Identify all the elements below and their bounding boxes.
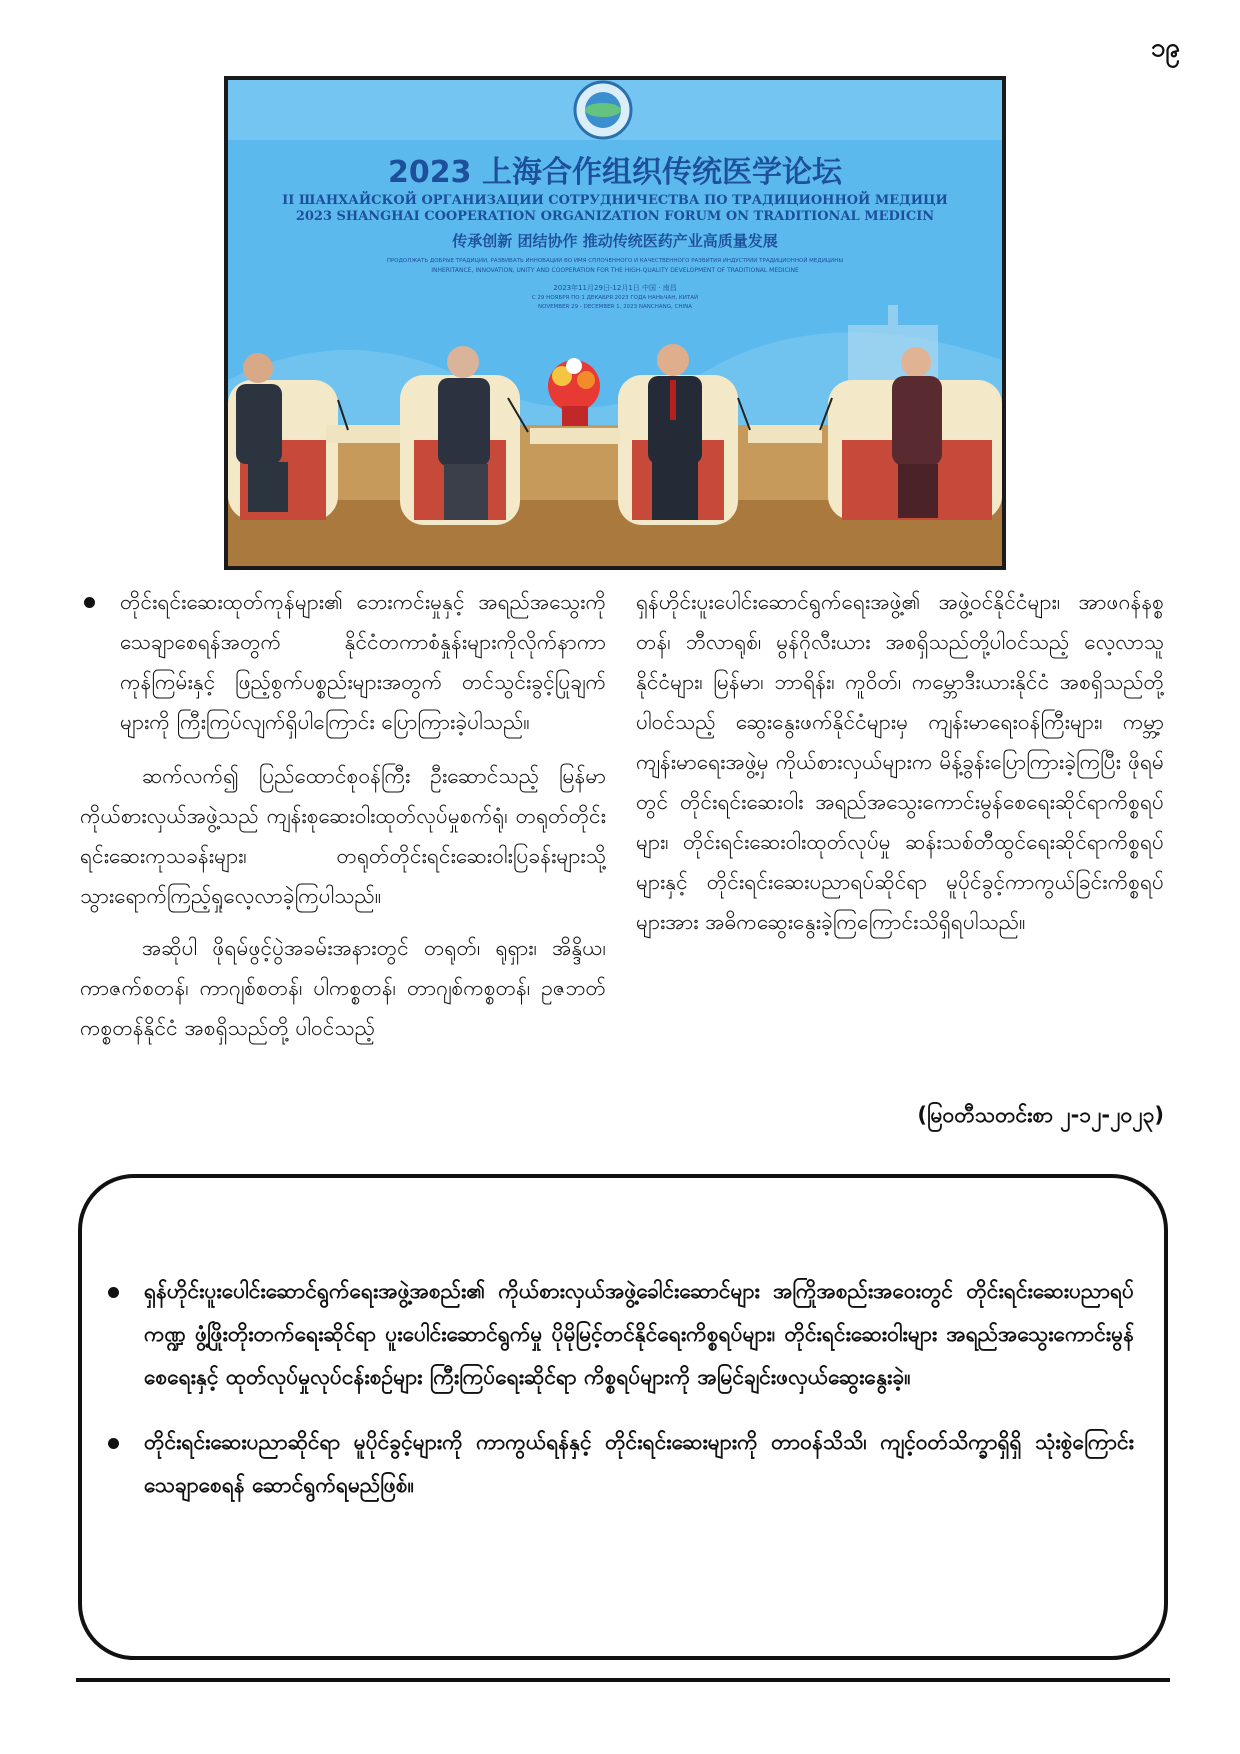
bullet-icon bbox=[84, 597, 95, 608]
right-column bbox=[636, 582, 1164, 954]
banner-subtitle-en: 2023 SHANGHAI COOPERATION ORGANIZATION FORUM ON TRADITIONAL MEDICIN bbox=[295, 209, 935, 224]
forum-photo bbox=[224, 76, 1006, 570]
banner-subtitle-ru: II ШАНХАЙСКОЙ ОРГАНИЗАЦИИ СОТРУДНИЧЕСТВА ПО ТРАДИЦИОННОЙ МЕДИЦИ bbox=[282, 193, 948, 208]
paragraph: ရှန်ဟိုင်းပူးပေါင်းဆောင်ရွက်ရေးအဖွဲ့၏ အဖွဲ့ဝင်နိုင်ငံများ၊ အာဖဂန်နစ္စတန်၊ ဘီလာရုစ်၊ မွန်ဂိုလီးယား အစရှိသည်တို့ပါဝင်သည့် လေ့လာသူနိုင်ငံများ၊ မြန်မာ၊ ဘာရိန်း၊ ကူဝိတ်၊ ကမ္ဘောဒီးယားနိုင်ငံ အစရှိသည်တို့ပါဝင်သည့် ဆွေးနွေးဖက်နိုင်ငံများမှ ကျန်းမာရေးဝန်ကြီးများ၊ ကမ္ဘာ့ကျန်းမာရေးအဖွဲ့မှ ကိုယ်စားလှယ်များက မိန့်ခွန်းပြောကြားခဲ့ကြပြီး ဖိုရမ်တွင် တိုင်းရင်းဆေးဝါး အရည်အသွေးကောင်းမွန်စေရေးဆိုင်ရာကိစ္စရပ်များ၊ တိုင်းရင်းဆေးဝါးထုတ်လုပ်မှု ဆန်းသစ်တီထွင်ရေးဆိုင်ရာကိစ္စရပ်များနှင့် တိုင်းရင်းဆေးပညာရပ်ဆိုင်ရာ မူပိုင်ခွင့်ကာကွယ်ခြင်းကိစ္စရပ်များအား အဓိကဆွေးနွေးခဲ့ကြကြောင်းသိရှိရပါသည်။ bbox=[636, 590, 1164, 934]
source-citation: (မြဝတီသတင်းစာ ၂-၁၂-၂၀၂၃) bbox=[917, 1103, 1164, 1127]
bottom-divider bbox=[76, 1678, 1170, 1682]
left-column bbox=[80, 582, 606, 1060]
forum-photo-illustration bbox=[228, 80, 1002, 566]
banner-small-ru: ПРОДОЛЖАТЬ ДОБРЫЕ ТРАДИЦИИ, РАЗВИВАТЬ ИННОВАЦИИ ВО ИМЯ СПЛОЧЕННОГО И КАЧЕСТВЕННОГО РАЗВИТИЯ ИНДУСТРИИ ТРАДИЦИОННОЙ МЕДИЦИНЫ bbox=[386, 258, 844, 264]
bullet-icon bbox=[108, 1287, 119, 1298]
list-item bbox=[104, 1270, 1134, 1399]
banner-slogan: 传承创新 团结协作 推动传统医药产业高质量发展 bbox=[452, 232, 778, 250]
sco-emblem bbox=[575, 82, 631, 138]
banner-date-ru: С 29 НОЯБРЯ ПО 1 ДЕКАБРЯ 2023 ГОДА НАНЬЧАН, КИТАЙ bbox=[531, 295, 699, 301]
paragraph: ဆက်လက်၍ ပြည်ထောင်စုဝန်ကြီး ဦးဆောင်သည့် မြန်မာကိုယ်စားလှယ်အဖွဲ့သည် ကျန်းစုဆေးဝါးထုတ်လုပ်မှုစက်ရုံ၊ တရုတ်တိုင်းရင်းဆေးကုသခန်းများ၊ တရုတ်တိုင်းရင်းဆေးဝါးပြခန်းများသို့ သွားရောက်ကြည့်ရှုလေ့လာခဲ့ကြပါသည်။ bbox=[80, 764, 606, 908]
banner-date-cn: 2023年11月29日-12月1日 中国 · 南昌 bbox=[553, 284, 677, 292]
list-item bbox=[80, 582, 606, 742]
summary-text: တိုင်းရင်းဆေးပညာဆိုင်ရာ မူပိုင်ခွင့်များကို ကာကွယ်ရန်နှင့် တိုင်းရင်းဆေးများကို တာဝန်သိသိ၊ ကျင့်ဝတ်သိက္ခာရှိရှိ သုံးစွဲကြောင်း သေချာစေရန် ဆောင်ရွက်ရမည်ဖြစ်။ bbox=[144, 1430, 1134, 1497]
banner-small-en: INHERITANCE, INNOVATION, UNITY AND COOPERATION FOR THE HIGH-QUALITY DEVELOPMENT OF TRADITIONAL MEDICINE bbox=[431, 267, 799, 274]
list-item bbox=[104, 1421, 1134, 1507]
banner-date-en: NOVEMBER 29 - DECEMBER 1, 2023 NANCHANG, CHINA bbox=[537, 304, 693, 310]
summary-text: ရှန်ဟိုင်းပူးပေါင်းဆောင်ရွက်ရေးအဖွဲ့အစည်း၏ ကိုယ်စားလှယ်အဖွဲ့ခေါင်းဆောင်များ အကြိုအစည်းအဝေးတွင် တိုင်းရင်းဆေးပညာရပ်ကဏ္ဍ ဖွံ့ဖြိုးတိုးတက်ရေးဆိုင်ရာ ပူးပေါင်းဆောင်ရွက်မှု ပိုမိုမြင့်တင်နိုင်ရေးကိစ္စရပ်များ၊ တိုင်းရင်းဆေးဝါးများ အရည်အသွေးကောင်းမွန်စေရေးနှင့် ထုတ်လုပ်မှုလုပ်ငန်းစဉ်များ ကြီးကြပ်ရေးဆိုင်ရာ ကိစ္စရပ်များကို အမြင်ချင်းဖလှယ်ဆွေးနွေးခဲ့။ bbox=[144, 1279, 1134, 1389]
paragraph: အဆိုပါ ဖိုရမ်ဖွင့်ပွဲအခမ်းအနားတွင် တရုတ်၊ ရုရှား၊ အိန္ဒိယ၊ ကာဇက်စတန်၊ ကာဂျစ်စတန်၊ ပါကစ္စတန်၊ တာဂျစ်ကစ္စတန်၊ ဥဇဘတ်ကစ္စတန်နိုင်ငံ အစရှိသည်တို့ ပါဝင်သည့် bbox=[80, 936, 606, 1040]
bullet-icon bbox=[108, 1438, 119, 1449]
bullet-text: တိုင်းရင်းဆေးထုတ်ကုန်များ၏ ဘေးကင်းမှုနှင့် အရည်အသွေးကို သေချာစေရန်အတွက် နိုင်ငံတကာစံနှုန်းများကိုလိုက်နာကာ ကုန်ကြမ်းနှင့် ဖြည့်စွက်ပစ္စည်းများအတွက် တင်သွင်းခွင့်ပြုချက်များကို ကြီးကြပ်လျက်ရှိပါကြောင်း ပြောကြားခဲ့ပါသည်။ bbox=[120, 590, 606, 734]
banner-title: 2023 上海合作组织传统医学论坛 bbox=[388, 155, 842, 190]
page-number: ၁၉ bbox=[1150, 33, 1180, 63]
summary-list bbox=[104, 1270, 1134, 1529]
